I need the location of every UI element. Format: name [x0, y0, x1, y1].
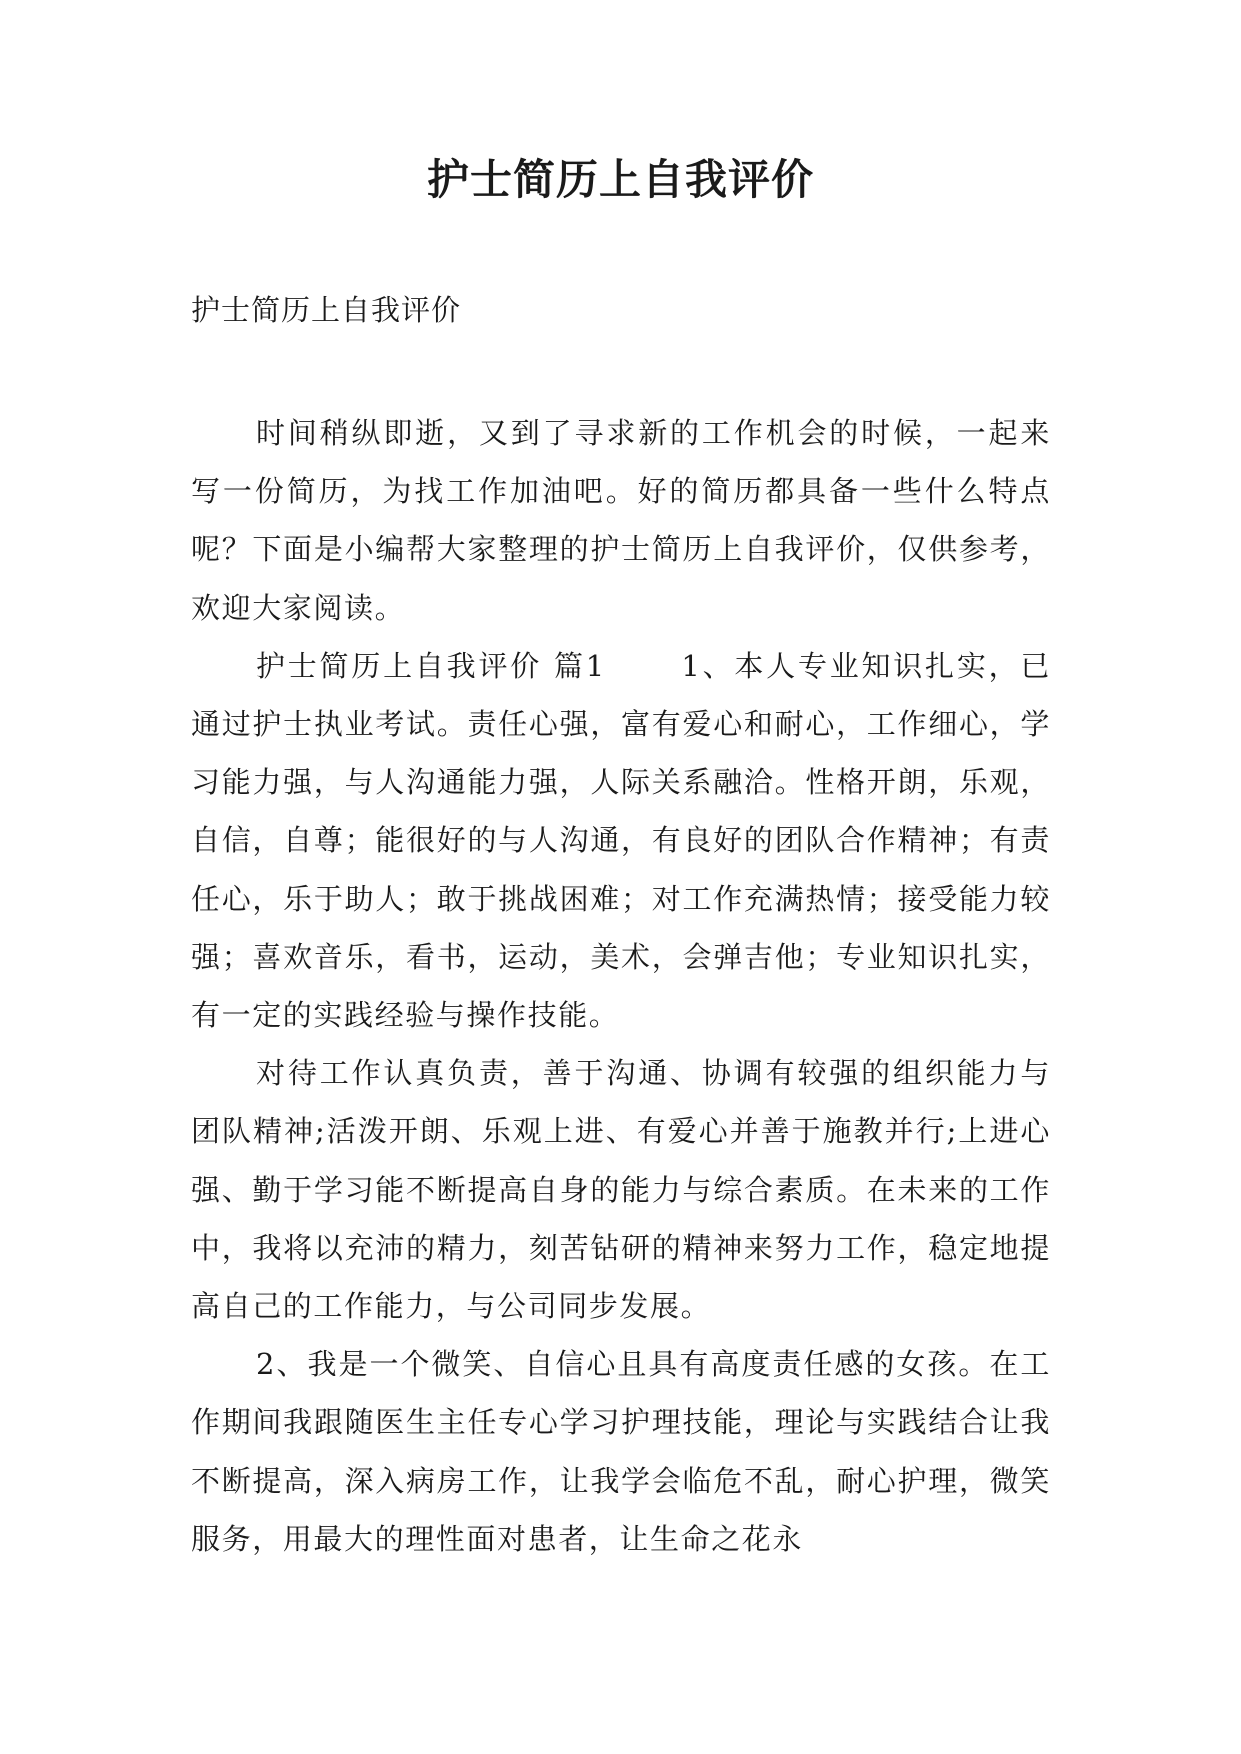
paragraph-intro: 时间稍纵即逝，又到了寻求新的工作机会的时候，一起来写一份简历，为找工作加油吧。好的简历都具备一些什么特点呢？下面是小编帮大家整理的护士简历上自我评价，仅供参考，欢迎大家阅读。: [191, 416, 1051, 625]
paragraph-section-1: 护士简历上自我评价 篇1 1、本人专业知识扎实，已通过护士执业考试。责任心强，富有爱心和耐心，工作细心，学习能力强，与人沟通能力强，人际关系融洽。性格开朗，乐观，自信，自尊；能很好的与人沟通，有良好的团队合作精神；有责任心，乐于助人；敢于挑战困难；对工作充满热情；接受能力较强；喜欢音乐，看书，运动，美术，会弹吉他；专业知识扎实，有一定的实践经验与操作技能。: [191, 648, 1051, 1033]
document-subtitle: 护士简历上自我评价: [191, 293, 462, 327]
document-title: 护士简历上自我评价: [426, 155, 814, 204]
paragraph-work-attitude: 对待工作认真负责，善于沟通、协调有较强的组织能力与团队精神;活泼开朗、乐观上进、有爱心并善于施教并行;上进心强、勤于学习能不断提高自身的能力与综合素质。在未来的工作中，我将以充沛的精力，刻苦钻研的精神来努力工作，稳定地提高自己的工作能力，与公司同步发展。: [191, 1056, 1051, 1324]
document-body: [191, 404, 1051, 1568]
paragraph-item-2: 2、我是一个微笑、自信心且具有高度责任感的女孩。在工作期间我跟随医生主任专心学习护理技能，理论与实践结合让我不断提高，深入病房工作，让我学会临危不乱，耐心护理，微笑服务，用最大的理性面对患者，让生命之花永: [191, 1347, 1051, 1556]
